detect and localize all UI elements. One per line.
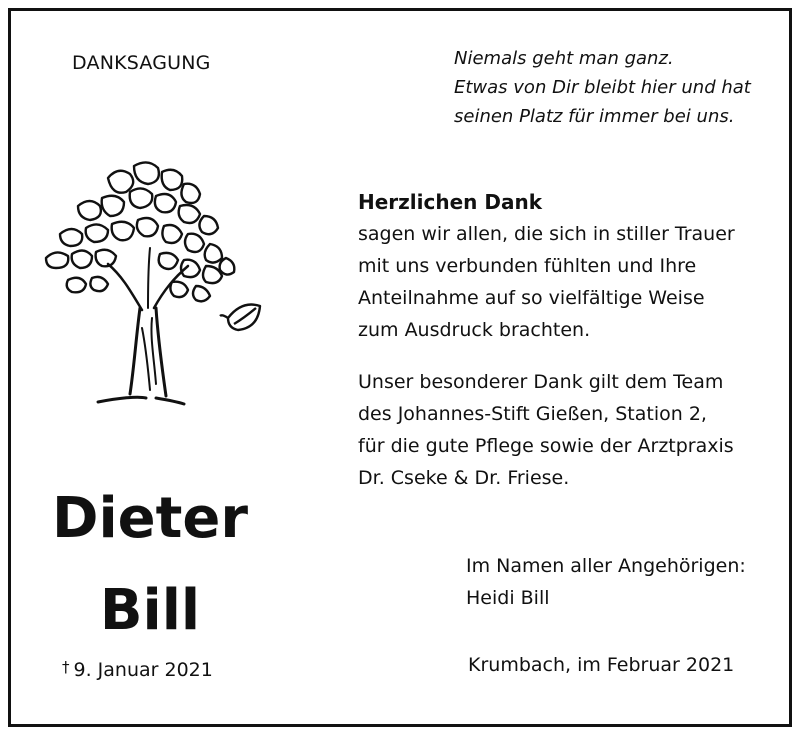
quote-block: [454, 44, 751, 131]
thanks-line: mit uns verbunden fühlten und Ihre: [358, 255, 697, 277]
team-line: Dr. Cseke & Dr. Friese.: [358, 467, 570, 489]
signature-block: [466, 550, 746, 614]
signature-line: Heidi Bill: [466, 587, 550, 609]
thanks-line: sagen wir allen, die sich in stiller Trauer: [358, 223, 735, 245]
quote-line: seinen Platz für immer bei uns.: [454, 106, 735, 127]
team-line: Unser besonderer Dank gilt dem Team: [358, 371, 724, 393]
notice-heading: DANKSAGUNG: [72, 52, 211, 74]
quote-line: Etwas von Dir bleibt hier und hat: [454, 77, 751, 98]
cross-icon: †: [62, 658, 70, 676]
death-date: 9. Januar 2021: [73, 659, 213, 681]
signature-line: Im Namen aller Angehörigen:: [466, 555, 746, 577]
team-thanks-block: [358, 366, 734, 494]
team-line: für die gute Pflege sowie der Arztpraxis: [358, 435, 734, 457]
thanks-line: zum Ausdruck brachten.: [358, 319, 591, 341]
deceased-last-name: Bill: [99, 578, 201, 643]
thanks-title: Herzlichen Dank: [358, 190, 543, 214]
team-line: des Johannes-Stift Gießen, Station 2,: [358, 403, 707, 425]
death-date-line: [62, 658, 213, 681]
place-date: Krumbach, im Februar 2021: [468, 654, 735, 676]
tree-icon: [38, 158, 270, 412]
thanks-line: Anteilnahme auf so vielfältige Weise: [358, 287, 705, 309]
quote-line: Niemals geht man ganz.: [454, 48, 674, 69]
deceased-first-name: Dieter: [51, 486, 249, 551]
thanks-block: [358, 186, 735, 346]
